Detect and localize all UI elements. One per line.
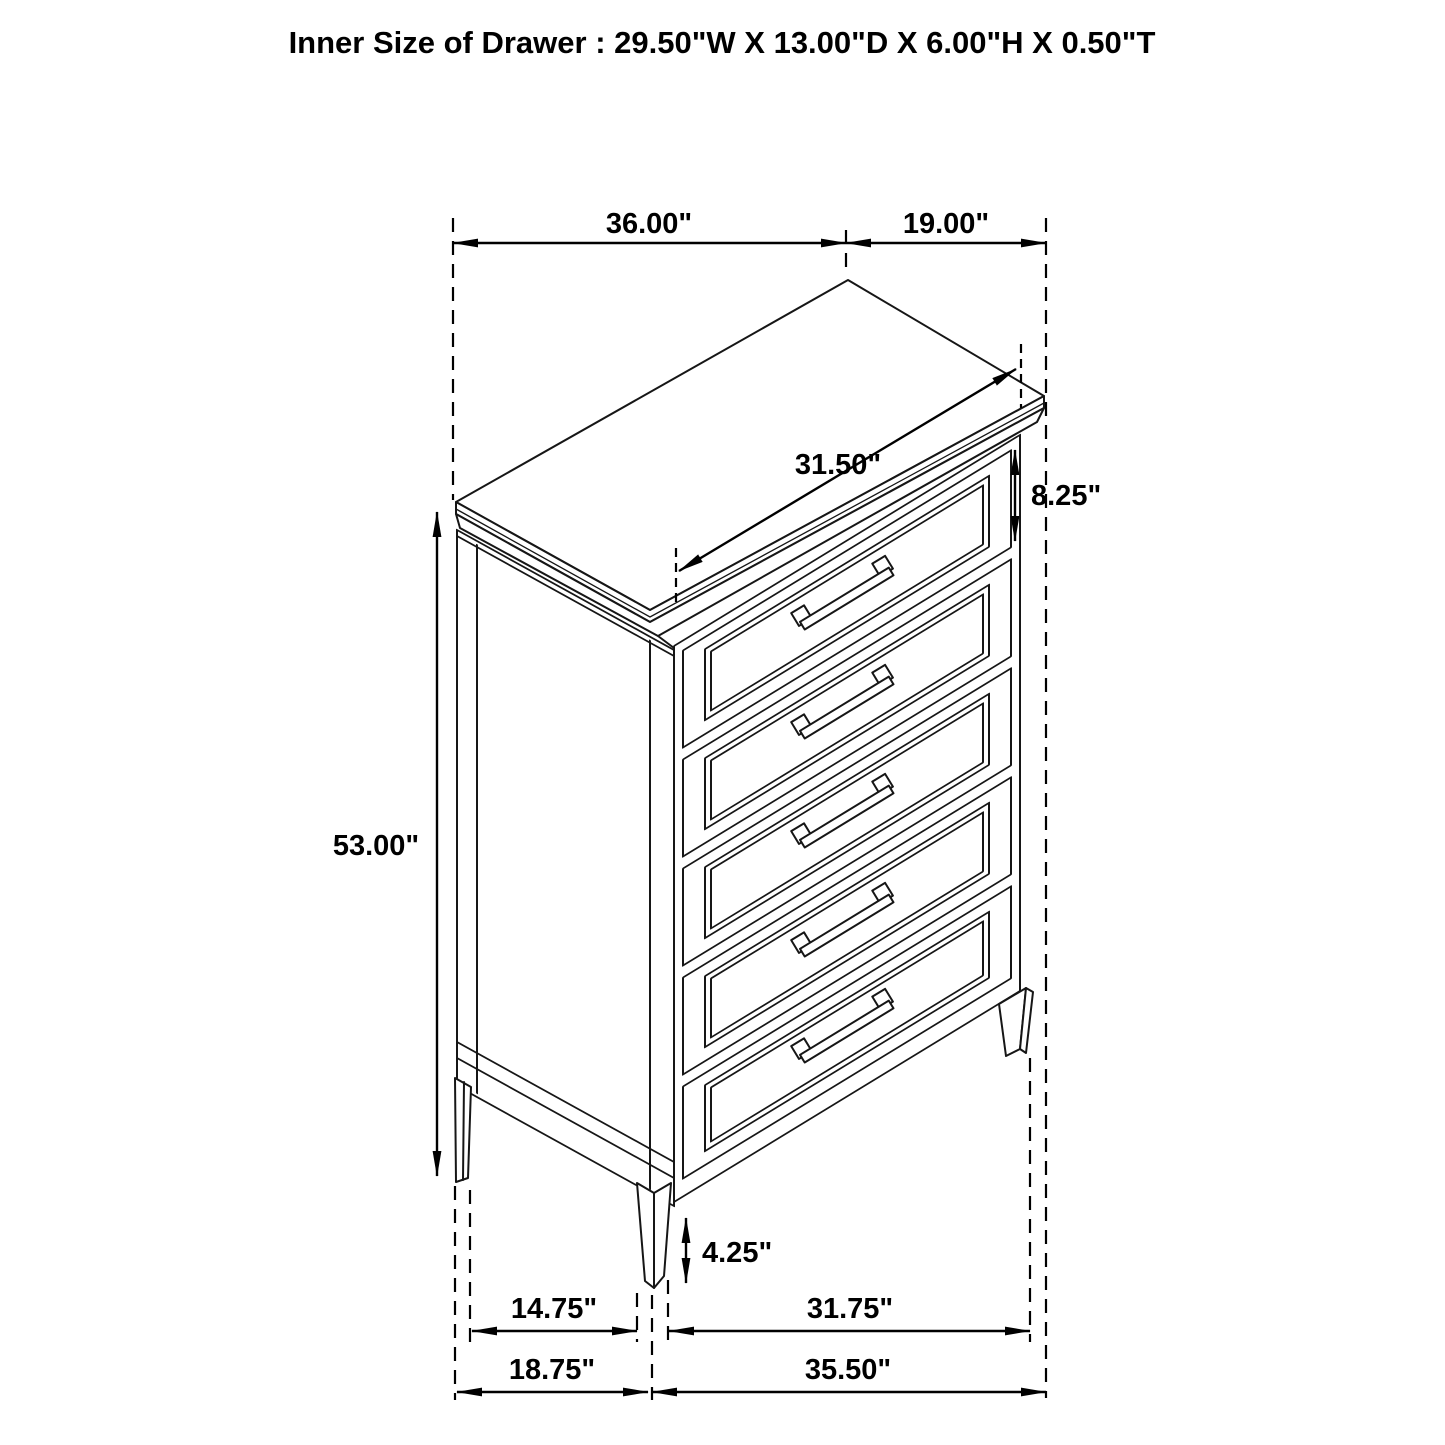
dimension-value: 19.00" bbox=[902, 208, 990, 240]
back-left-leg-edge bbox=[463, 1082, 464, 1180]
side-panel-face bbox=[457, 530, 674, 1206]
chest-figure bbox=[455, 280, 1044, 1288]
dimension-value: 4.25" bbox=[702, 1237, 773, 1269]
dimension-overall-height bbox=[333, 512, 437, 1176]
dimension-value: 18.75" bbox=[508, 1354, 596, 1386]
dimension-top-depth bbox=[846, 208, 1046, 243]
front-left-leg-side-face bbox=[637, 1183, 654, 1288]
chest-side-panel bbox=[457, 530, 674, 1206]
page-title: Inner Size of Drawer : 29.50"W X 13.00"D X 6.00"H X 0.50"T bbox=[288, 25, 1156, 60]
dimension-side-leg-spacing bbox=[472, 1293, 637, 1331]
dimension-front-leg-spacing bbox=[669, 1293, 1030, 1331]
dimension-base-width bbox=[652, 1354, 1046, 1392]
dimension-value: 31.75" bbox=[806, 1293, 894, 1325]
dimension-base-depth bbox=[457, 1354, 648, 1392]
dimension-leg-height bbox=[686, 1218, 772, 1283]
dimension-value: 53.00" bbox=[332, 830, 420, 862]
dimension-value: 14.75" bbox=[510, 1293, 598, 1325]
dimension-value: 36.00" bbox=[605, 208, 693, 240]
dimension-value: 8.25" bbox=[1031, 480, 1102, 512]
dimension-top-width bbox=[453, 208, 846, 243]
dimension-value: 35.50" bbox=[804, 1354, 892, 1386]
dimension-value: 31.50" bbox=[794, 449, 882, 481]
front-left-leg-front-face bbox=[654, 1183, 671, 1288]
dimension-drawer-front-height bbox=[1015, 450, 1101, 541]
